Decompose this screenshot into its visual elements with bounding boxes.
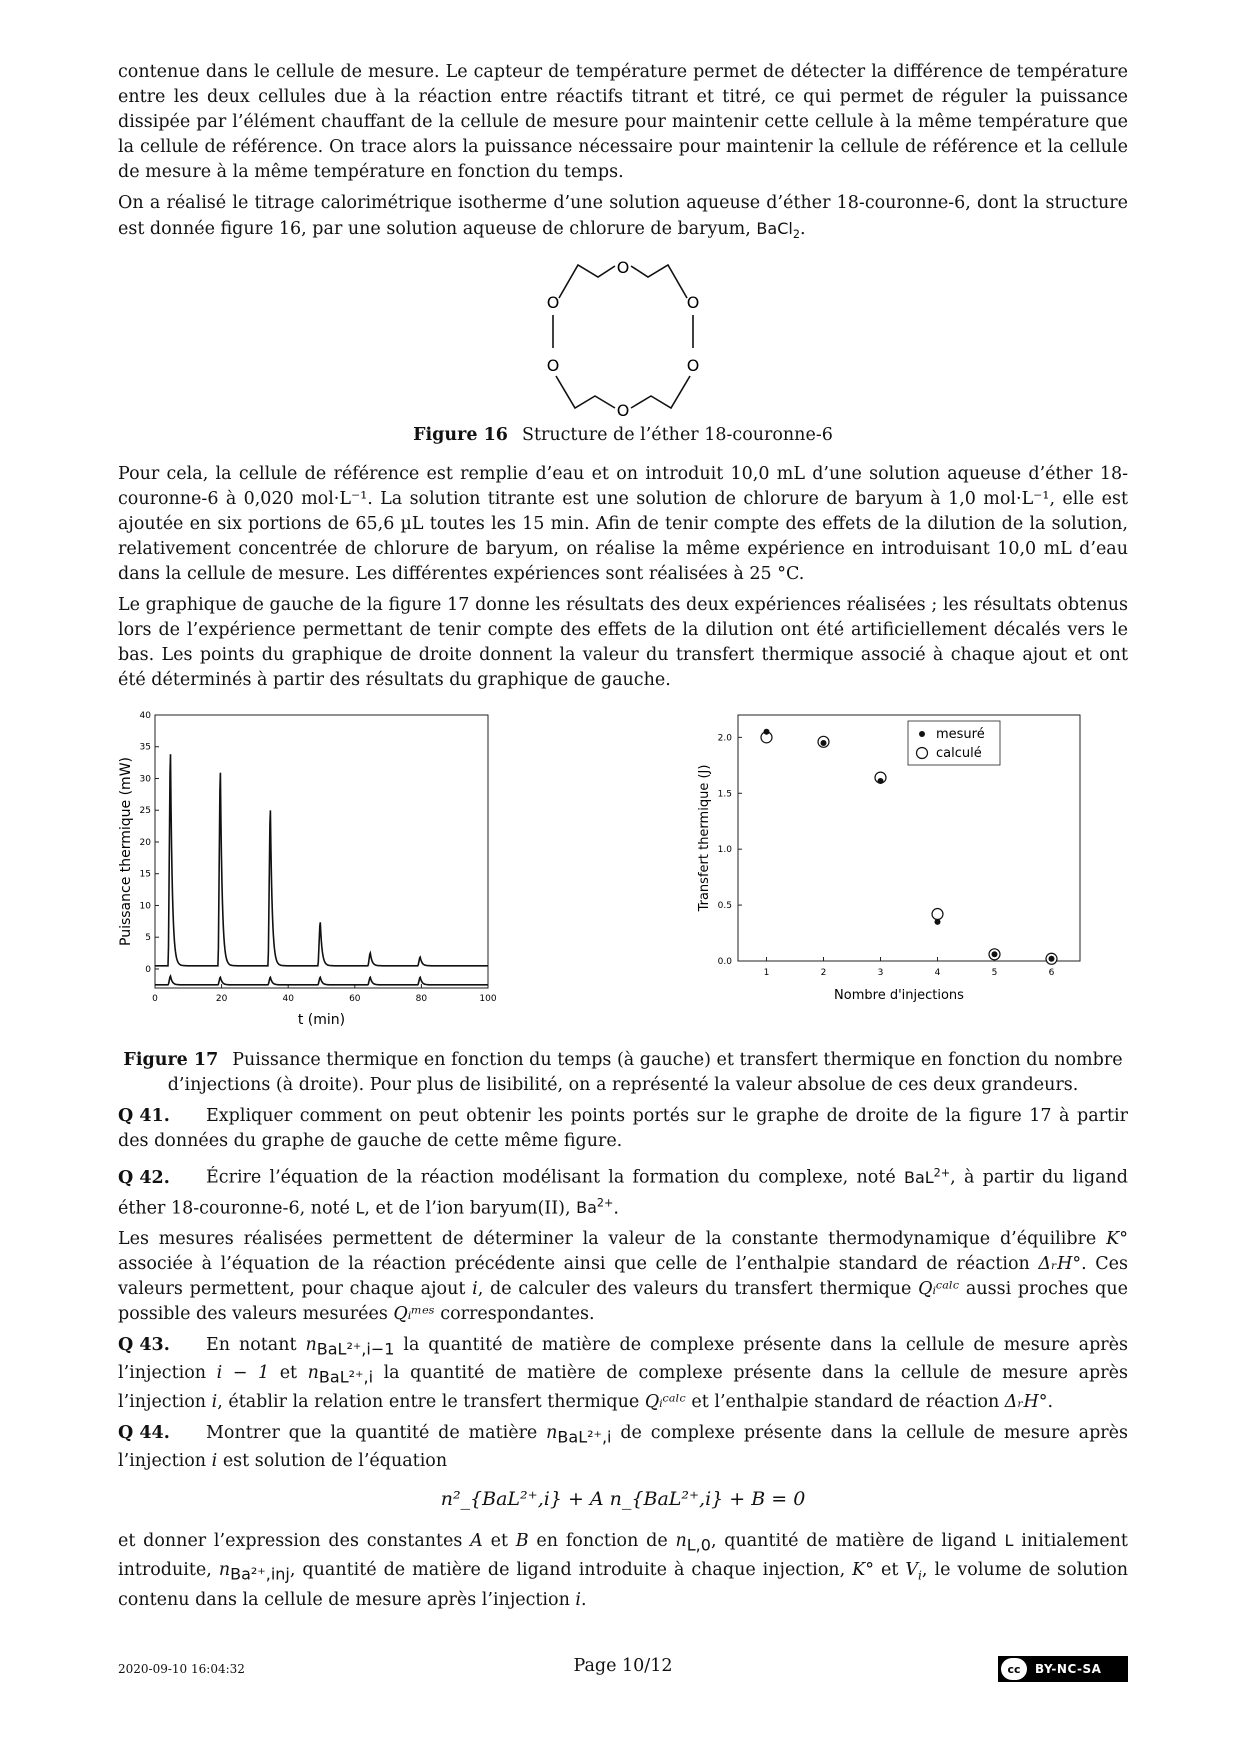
intro-paragraph-1: contenue dans le cellule de mesure. Le capteur de température permet de détecter la différence de température entre les deux cellules due à la réaction entre réactifs titrant et titré, ce qui permet de réguler la puissance dissipée par l’élément chauffant de la cellule de mesure pour maintenir cette cellule à la même température que la cellule de référence. On trace alors la puissance nécessaire pour maintenir la cellule de référence et la cellule de mesure à la même température en fonction du temps. [118,62,1128,182]
point-mesure [1049,956,1055,962]
figure-16-caption: Figure 16 Structure de l’éther 18-couronne-6 [413,425,833,446]
y-tick-label: 2.0 [717,733,732,744]
measurement-paragraph: Les mesures réalisées permettent de déterminer la valeur de la constante thermodynamique d’équilibre K° associée à l’équation de la réaction précédente ainsi que celle de l’enthalpie standard de réaction ΔᵣH°. Ces valeurs permettent, pour chaque ajout i, de calculer des valeurs du transfert thermique Qᵢᶜᵃˡᶜ aussi proches que possible des valeurs mesurées Qᵢᵐᵉˢ correspondantes. [118,1228,1128,1324]
quadratic-equation: n²_{BaL²⁺,i} + A n_{BaL²⁺,i} + B = 0 [440,1488,806,1511]
y-tick-label: 25 [139,806,151,817]
oxygen-label-top: O [616,258,630,278]
x-tick-label: 6 [1048,968,1055,979]
page-number: Page 10/12 [573,1656,673,1676]
cc-icon: cc [1001,1658,1027,1680]
oxygen-label-lower-right: O [686,356,700,376]
legend-marker-mesure [919,731,925,737]
complex-formula: BaL$^{2+}$ [903,1166,951,1187]
y-tick-label: 0.0 [717,957,732,968]
constants-paragraph: et donner l’expression des constantes A et B en fonction de $n_{L,0}$, quantité de matière de ligand L initialement introduite, $n_{Ba^{2+},inj}$, quantité de matière de ligand introduite à chaque injection, K° et $V_i$, le volume de solution contenu dans la cellule de mesure après l’injection i. [118,1531,1128,1611]
y-axis-label: Transfert thermique (J) [697,764,712,912]
question-44: Q 44. Montrer que la quantité de matière $n_{BaL^{2+},i}$ de complexe présente dans la cellule de mesure après l’injection i est solution de l’équation [118,1422,1128,1472]
y-tick-label: 1.0 [717,845,732,856]
y-tick-label: 20 [139,838,151,849]
point-mesure [821,740,827,746]
y-tick-label: 1.5 [717,789,732,800]
y-tick-label: 0.5 [717,901,732,912]
x-tick-label: 1 [763,968,770,979]
y-axis-label: Puissance thermique (mW) [118,757,134,947]
x-tick-label: 60 [349,994,361,1005]
crown-ether-structure [523,253,723,423]
x-tick-label: 2 [820,968,827,979]
x-tick-label: 20 [215,994,228,1005]
timestamp: 2020-09-10 16:04:32 [118,1662,245,1676]
barium-ion-formula: $Ba^{2+}$ [576,1196,614,1217]
oxygen-label-bottom: O [616,401,630,421]
page-content [118,60,1128,1619]
series-line-dilution [155,976,488,985]
results-paragraph: Le graphique de gauche de la figure 17 donne les résultats des deux expériences réalisées ; les résultats obtenus lors de l’expérience permettant de tenir compte des effets de la dilution ont été artificiellement décalés vers le bas. Les points du graphique de droite donnent la valeur du transfert thermique associé à chaque ajout et ont été déterminés à partir des résultats du graphique de gauche. [118,595,1128,691]
point-mesure [935,919,941,925]
legend-label-mesure: mesuré [936,727,985,743]
x-axis-label: Nombre d'injections [834,988,964,1004]
y-tick-label: 35 [139,742,151,753]
oxygen-label-lower-left: O [546,356,560,376]
y-tick-label: 5 [145,933,151,944]
ligand-symbol: L [355,1197,365,1217]
point-calcule [932,909,943,920]
x-tick-label: 80 [415,994,428,1005]
bacl2-formula: BaCl$_2$ [756,219,800,242]
point-mesure [764,729,770,735]
x-tick-label: 100 [479,994,497,1005]
series-line-titrage [155,754,488,966]
question-41: Q 41. Expliquer comment on peut obtenir les points portés sur le graphe de droite de la figure 17 à partir des données du graphe de gauche de cette même figure. [118,1106,1128,1152]
legend-marker-calcule [917,748,928,759]
method-paragraph: Pour cela, la cellule de référence est remplie d’eau et on introduit 10,0 mL d’une solution aqueuse d’éther 18-couronne-6 à 0,020 mol·L⁻¹. La solution titrante est une solution de chlorure de baryum à 1,0 mol·L⁻¹, elle est ajoutée en six portions de 65,6 µL toutes les 15 min. Afin de tenir compte des effets de la dilution de la solution, relativement concentrée de chlorure de baryum, on réalise la même expérience en introduisant 10,0 mL d’eau dans la cellule de mesure. Les différentes expériences sont réalisées à 25 °C. [118,464,1128,585]
power-vs-time-chart [118,703,518,1048]
legend-label-calcule: calculé [936,746,982,762]
page-footer [118,1654,1128,1684]
x-tick-label: 5 [991,968,998,979]
y-tick-label: 0 [145,965,151,976]
point-mesure [992,951,998,957]
y-tick-label: 30 [139,774,151,785]
y-tick-label: 10 [139,901,151,912]
intro-paragraph-2: On a réalisé le titrage calorimétrique isotherme d’une solution aqueuse d’éther 18-couronne-6, dont la structure est donnée figure 16, par une solution aqueuse de chlorure de baryum, BaCl$_2$. [118,193,1128,242]
x-tick-label: 0 [152,994,158,1005]
intro-p2-text: On a réalisé le titrage calorimétrique isotherme d’une solution aqueuse d’éther 18-couronne-6, dont la structure est donnée figure 16, par une solution aqueuse de chlorure de baryum, [118,193,1128,239]
heat-transfer-scatter-chart [688,703,1088,1048]
point-mesure [878,778,884,784]
x-tick-label: 40 [282,994,294,1005]
oxygen-label-upper-left: O [546,293,560,313]
x-tick-label: 3 [877,968,884,979]
license-badge[interactable] [998,1656,1128,1682]
figure-17-charts [118,703,1128,1048]
oxygen-label-upper-right: O [686,293,700,313]
x-axis-label: t (min) [297,1012,346,1029]
y-tick-label: 15 [139,869,151,880]
question-42: Q 42. Écrire l’équation de la réaction modélisant la formation du complexe, noté BaL$^{2+}$, à partir du ligand éther 18-couronne-6, noté L, et de l’ion baryum(II), $Ba^{2+}$. [118,1166,1128,1218]
x-tick-label: 4 [934,968,941,979]
license-text: BY-NC-SA [1035,1662,1102,1676]
question-43: Q 43. En notant $n_{BaL^{2+},i-1}$ la quantité de matière de complexe présente dans la cellule de mesure après l’injection i − 1 et $n_{BaL^{2+},i}$ la quantité de matière de complexe présente dans la cellule de mesure après l’injection i, établir la relation entre le transfert thermique Qᵢᶜᵃˡᶜ et l’enthalpie standard de réaction ΔᵣH°. [118,1334,1128,1412]
y-tick-label: 40 [139,711,151,722]
figure-17-caption: Figure 17 Puissance thermique en fonction du temps (à gauche) et transfert thermique en fonction du nombre d’injections (à droite). Pour plus de lisibilité, on a représenté la valeur absolue de ces deux grandeurs. [123,1050,1123,1096]
